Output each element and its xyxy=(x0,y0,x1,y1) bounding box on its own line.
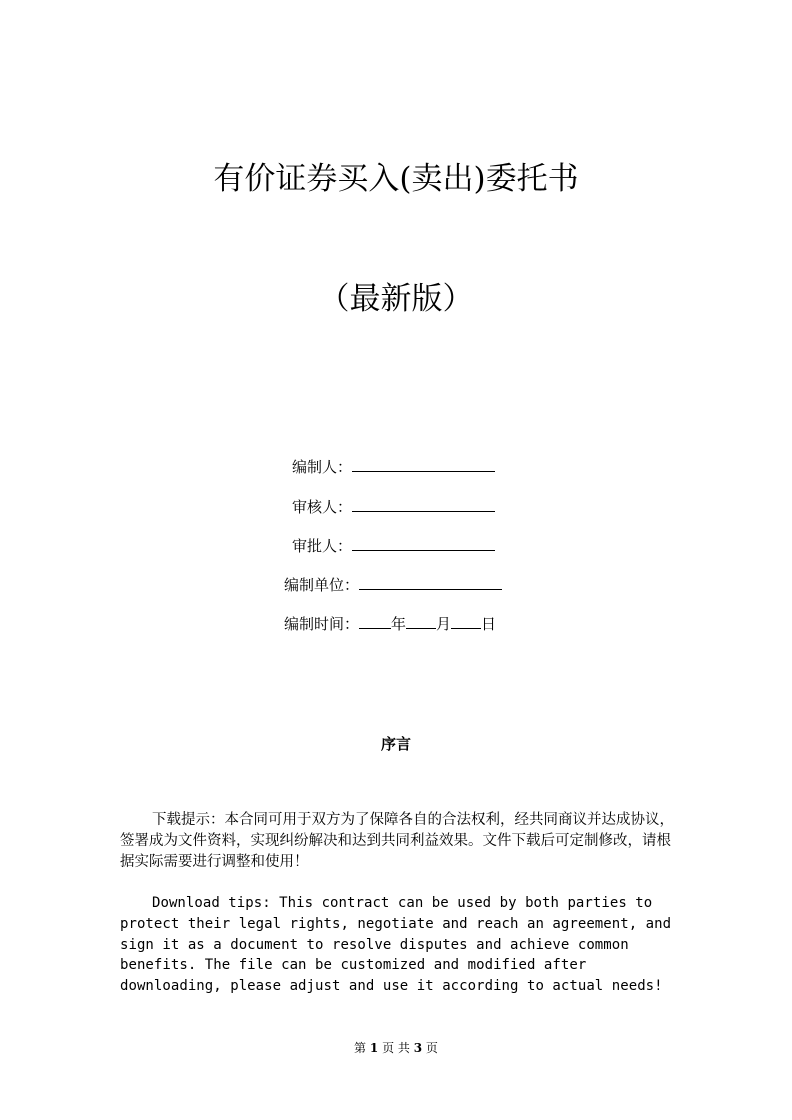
preface-english-paragraph: Download tips: This contract can be used by both parties to protect their legal rights, negotiate and reach an agreement, and sign it as a document to resolve disputes and achieve common benefits. The file can be customized and modified after downloading, please adjust and use it according to actual needs! xyxy=(120,895,672,995)
approver-label: 审批人： xyxy=(292,537,353,555)
preface-title: 序言 xyxy=(380,735,411,753)
editor-row xyxy=(292,456,495,478)
footer-current-page: 1 xyxy=(369,1041,379,1055)
month-blank xyxy=(406,613,436,629)
footer-middle: 页 共 xyxy=(382,1041,410,1055)
day-blank xyxy=(451,613,481,629)
approver-row xyxy=(292,535,495,557)
footer-suffix: 页 xyxy=(425,1041,438,1055)
unit-blank xyxy=(359,574,502,590)
reviewer-row xyxy=(292,496,495,518)
preface-chinese-paragraph: 下载提示：本合同可用于双方为了保障各自的合法权利，经共同商议并达成协议，签署成为文件资料，实现纠纷解决和达到共同利益效果。文件下载后可定制修改，请根据实际需要进行调整和使用！ xyxy=(120,812,674,870)
unit-row xyxy=(284,574,502,596)
reviewer-blank xyxy=(352,496,495,512)
unit-label: 编制单位： xyxy=(284,576,360,594)
month-label: 月 xyxy=(436,615,452,633)
year-blank xyxy=(359,613,391,629)
document-subtitle: （最新版） xyxy=(318,281,474,317)
editor-label: 编制人： xyxy=(292,458,353,476)
year-label: 年 xyxy=(391,615,407,633)
footer-prefix: 第 xyxy=(354,1041,367,1055)
footer-total-pages: 3 xyxy=(413,1041,423,1055)
approver-blank xyxy=(352,535,495,551)
document-title: 有价证券买入(卖出)委托书 xyxy=(213,161,579,197)
time-label: 编制时间： xyxy=(284,615,360,633)
editor-blank xyxy=(352,456,495,472)
reviewer-label: 审核人： xyxy=(292,498,353,516)
time-row xyxy=(284,613,496,635)
page-footer xyxy=(0,1039,792,1057)
day-label: 日 xyxy=(481,615,497,633)
